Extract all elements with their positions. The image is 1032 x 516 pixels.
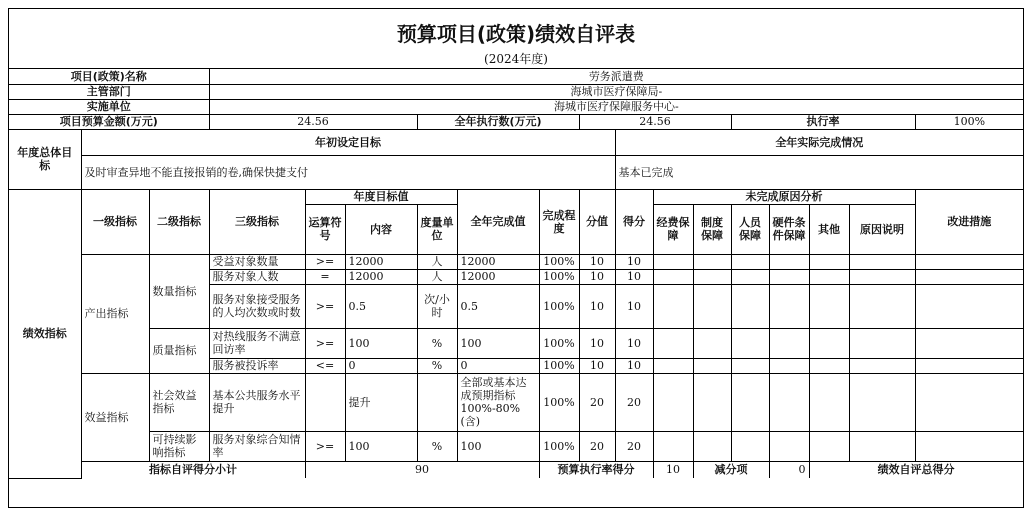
- title-block: [9, 9, 1023, 69]
- empty-cell: [731, 358, 769, 373]
- empty-cell: [849, 254, 915, 269]
- indicator-unit: %: [417, 328, 457, 358]
- indicator-name: 基本公共服务水平提升: [209, 373, 305, 431]
- indicator-completion: 100%: [539, 269, 579, 284]
- empty-cell: [653, 254, 693, 269]
- empty-cell: [809, 431, 849, 461]
- empty-cell: [849, 284, 915, 328]
- subtotal-value: 90: [305, 461, 539, 478]
- indicator-op: >=: [305, 284, 345, 328]
- indicator-score: 20: [615, 431, 653, 461]
- empty-cell: [693, 358, 731, 373]
- lvl3-header: 三级指标: [209, 189, 305, 254]
- subtotal-label: 指标自评得分小计: [81, 461, 305, 478]
- empty-cell: [693, 284, 731, 328]
- evaluation-sheet: [8, 8, 1024, 508]
- sustain-indicator-label: 可持续影响指标: [149, 431, 209, 461]
- annual-goal-label: 年度总体目标: [9, 129, 81, 189]
- empty-cell: [693, 431, 731, 461]
- exec-value: 24.56: [579, 114, 731, 129]
- empty-cell: [653, 284, 693, 328]
- reason-system-header: 制度保障: [693, 204, 731, 254]
- empty-cell: [769, 358, 809, 373]
- indicator-content: 0: [345, 358, 417, 373]
- budget-exec-score-value: 10: [653, 461, 693, 478]
- reason-other-header: 其他: [809, 204, 849, 254]
- indicator-name: 服务对象人数: [209, 269, 305, 284]
- indicator-score-value: 10: [579, 254, 615, 269]
- empty-cell: [653, 431, 693, 461]
- deduct-label: 减分项: [693, 461, 769, 478]
- empty-cell: [731, 328, 769, 358]
- indicator-score-value: 20: [579, 373, 615, 431]
- empty-cell: [769, 269, 809, 284]
- project-name-value: 劳务派遣费: [209, 69, 1023, 84]
- empty-cell: [769, 284, 809, 328]
- lvl1-header: 一级指标: [81, 189, 149, 254]
- unit-header: 度量单位: [417, 204, 457, 254]
- table-row: [9, 254, 1023, 269]
- empty-cell: [731, 431, 769, 461]
- empty-cell: [809, 254, 849, 269]
- empty-cell: [849, 431, 915, 461]
- indicator-full-value: 12000: [457, 269, 539, 284]
- empty-cell: [769, 328, 809, 358]
- lvl2-header: 二级指标: [149, 189, 209, 254]
- indicator-full-value: 0: [457, 358, 539, 373]
- actual-goal-header: 全年实际完成情况: [615, 129, 1023, 155]
- empty-cell: [809, 328, 849, 358]
- indicator-score-value: 10: [579, 328, 615, 358]
- indicator-score: 10: [615, 269, 653, 284]
- indicator-completion: 100%: [539, 358, 579, 373]
- indicator-name: 对热线服务不满意回访率: [209, 328, 305, 358]
- indicator-score-value: 10: [579, 358, 615, 373]
- reason-staff-header: 人员保障: [731, 204, 769, 254]
- indicator-completion: 100%: [539, 328, 579, 358]
- indicator-score: 10: [615, 358, 653, 373]
- indicator-op: [305, 373, 345, 431]
- indicator-op: >=: [305, 431, 345, 461]
- empty-cell: [731, 254, 769, 269]
- dept-label: 主管部门: [9, 84, 209, 99]
- empty-cell: [849, 269, 915, 284]
- indicator-completion: 100%: [539, 373, 579, 431]
- empty-cell: [849, 358, 915, 373]
- indicator-score: 10: [615, 328, 653, 358]
- project-name-label: 项目(政策)名称: [9, 69, 209, 84]
- quality-indicator-label: 质量指标: [149, 328, 209, 373]
- budget-label: 项目预算金额(万元): [9, 114, 209, 129]
- indicator-name: 服务被投诉率: [209, 358, 305, 373]
- indicator-score-value: 20: [579, 431, 615, 461]
- indicator-unit: 人: [417, 254, 457, 269]
- social-indicator-label: 社会效益指标: [149, 373, 209, 431]
- indicator-name: 服务对象接受服务的人均次数或时数: [209, 284, 305, 328]
- indicator-unit: 次/小时: [417, 284, 457, 328]
- completion-header: 完成程度: [539, 189, 579, 254]
- dept-value: 海城市医疗保障局-: [209, 84, 1023, 99]
- empty-cell: [653, 328, 693, 358]
- indicator-score: 20: [615, 373, 653, 431]
- indicator-op: >=: [305, 328, 345, 358]
- indicator-unit: %: [417, 358, 457, 373]
- indicator-full-value: 12000: [457, 254, 539, 269]
- indicator-score: 10: [615, 284, 653, 328]
- indicator-unit: %: [417, 431, 457, 461]
- empty-cell: [809, 284, 849, 328]
- empty-cell: [769, 431, 809, 461]
- empty-cell: [915, 358, 1023, 373]
- indicator-full-value: 100: [457, 328, 539, 358]
- op-header: 运算符号: [305, 204, 345, 254]
- indicator-full-value: 全部或基本达成预期指标100%-80%(含): [457, 373, 539, 431]
- indicator-content: 100: [345, 431, 417, 461]
- empty-cell: [693, 269, 731, 284]
- year-subtitle: (2024年度): [484, 52, 548, 66]
- empty-cell: [915, 328, 1023, 358]
- reason-fund-header: 经费保障: [653, 204, 693, 254]
- budget-value: 24.56: [209, 114, 417, 129]
- table-row: [9, 373, 1023, 431]
- empty-cell: [693, 373, 731, 431]
- quantity-indicator-label: 数量指标: [149, 254, 209, 328]
- perf-indicator-label: 绩效指标: [9, 189, 81, 478]
- evaluation-table: [9, 69, 1023, 479]
- indicator-content: 0.5: [345, 284, 417, 328]
- improve-header: 改进措施: [915, 189, 1023, 254]
- empty-cell: [915, 269, 1023, 284]
- indicator-completion: 100%: [539, 254, 579, 269]
- deduct-value: 0: [769, 461, 809, 478]
- indicator-content: 12000: [345, 269, 417, 284]
- empty-cell: [809, 269, 849, 284]
- actual-goal-text: 基本已完成: [615, 155, 1023, 189]
- reason-desc-header: 原因说明: [849, 204, 915, 254]
- score-value-header: 分值: [579, 189, 615, 254]
- indicator-name: 服务对象综合知情率: [209, 431, 305, 461]
- indicator-score-value: 10: [579, 269, 615, 284]
- table-row: [9, 431, 1023, 461]
- page-title: 预算项目(政策)绩效自评表: [396, 22, 636, 46]
- indicator-op: =: [305, 269, 345, 284]
- empty-cell: [731, 269, 769, 284]
- benefit-indicator-label: 效益指标: [81, 373, 149, 461]
- empty-cell: [809, 358, 849, 373]
- empty-cell: [653, 373, 693, 431]
- output-indicator-label: 产出指标: [81, 254, 149, 373]
- indicator-full-value: 0.5: [457, 284, 539, 328]
- content-header: 内容: [345, 204, 417, 254]
- empty-cell: [849, 373, 915, 431]
- unit-value: 海城市医疗保障服务中心-: [209, 99, 1023, 114]
- indicator-op: <=: [305, 358, 345, 373]
- empty-cell: [915, 431, 1023, 461]
- target-header: 年度目标值: [305, 189, 457, 204]
- indicator-unit: 人: [417, 269, 457, 284]
- indicator-content: 提升: [345, 373, 417, 431]
- indicator-score-value: 10: [579, 284, 615, 328]
- set-goal-header: 年初设定目标: [81, 129, 615, 155]
- rate-label: 执行率: [731, 114, 915, 129]
- reason-header: 未完成原因分析: [653, 189, 915, 204]
- indicator-full-value: 100: [457, 431, 539, 461]
- budget-exec-score-label: 预算执行率得分: [539, 461, 653, 478]
- score-header: 得分: [615, 189, 653, 254]
- indicator-content: 12000: [345, 254, 417, 269]
- rate-value: 100%: [915, 114, 1023, 129]
- table-row: [9, 328, 1023, 358]
- empty-cell: [915, 373, 1023, 431]
- empty-cell: [849, 328, 915, 358]
- empty-cell: [693, 254, 731, 269]
- indicator-score: 10: [615, 254, 653, 269]
- indicator-op: >=: [305, 254, 345, 269]
- empty-cell: [915, 284, 1023, 328]
- empty-cell: [653, 269, 693, 284]
- indicator-unit: [417, 373, 457, 431]
- indicator-name: 受益对象数量: [209, 254, 305, 269]
- empty-cell: [769, 254, 809, 269]
- indicator-completion: 100%: [539, 431, 579, 461]
- exec-label: 全年执行数(万元): [417, 114, 579, 129]
- empty-cell: [769, 373, 809, 431]
- empty-cell: [653, 358, 693, 373]
- empty-cell: [731, 284, 769, 328]
- indicator-completion: 100%: [539, 284, 579, 328]
- total-score-label: 绩效自评总得分: [809, 461, 1023, 478]
- empty-cell: [915, 254, 1023, 269]
- indicator-content: 100: [345, 328, 417, 358]
- full-value-header: 全年完成值: [457, 189, 539, 254]
- unit-label: 实施单位: [9, 99, 209, 114]
- set-goal-text: 及时审查异地不能直接报销的卷,确保快捷支付: [81, 155, 615, 189]
- empty-cell: [693, 328, 731, 358]
- empty-cell: [809, 373, 849, 431]
- reason-hardware-header: 硬件条件保障: [769, 204, 809, 254]
- empty-cell: [731, 373, 769, 431]
